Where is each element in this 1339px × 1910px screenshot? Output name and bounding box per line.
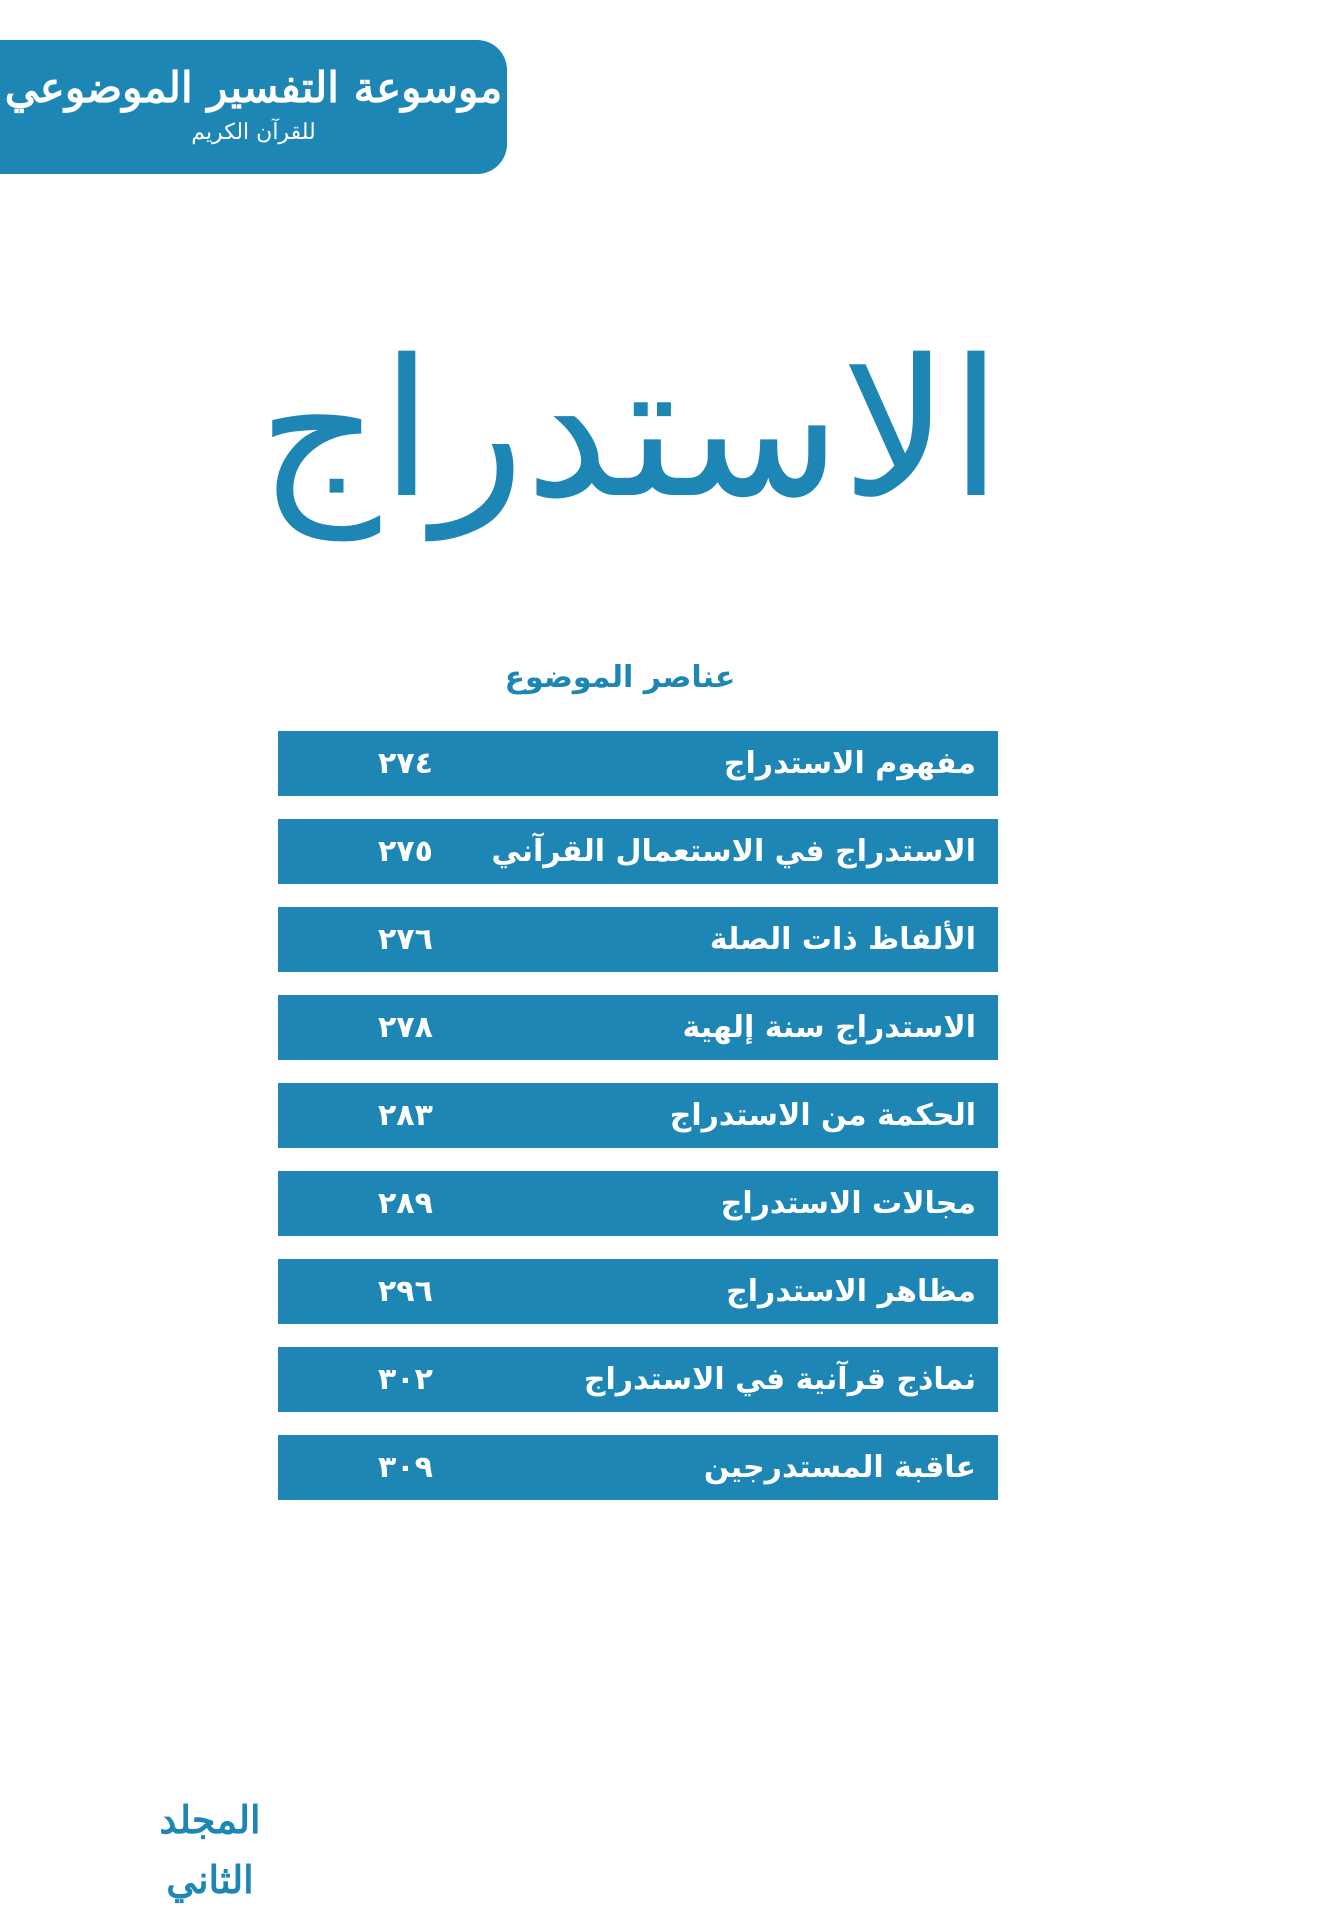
toc-item[interactable] (278, 907, 998, 972)
toc-item[interactable] (278, 819, 998, 884)
toc-item-title: مجالات الاستدراج (720, 1186, 976, 1221)
toc-item-page: ٢٧٨ (378, 1010, 433, 1045)
toc-item-page: ٣٠٢ (378, 1362, 433, 1397)
series-title: موسوعة التفسير الموضوعي (4, 63, 503, 112)
toc-item-title: عاقبة المستدرجين (703, 1450, 976, 1485)
series-badge (0, 40, 507, 174)
toc-item-page: ٢٨٣ (378, 1098, 433, 1133)
toc-item-page: ٣٠٩ (378, 1450, 433, 1485)
toc-item-title: نماذج قرآنية في الاستدراج (583, 1362, 976, 1397)
toc-item-title: مظاهر الاستدراج (726, 1274, 976, 1309)
toc-item[interactable] (278, 1435, 998, 1500)
page-title: الاستدراج (257, 319, 1003, 540)
toc-item[interactable] (278, 731, 998, 796)
toc-item[interactable] (278, 1259, 998, 1324)
toc-item[interactable] (278, 1083, 998, 1148)
toc-item-title: الألفاظ ذات الصلة (709, 922, 976, 957)
toc-item-title: الاستدراج في الاستعمال القرآني (491, 834, 976, 869)
toc-item-page: ٢٧٥ (378, 834, 433, 869)
series-subtitle: للقرآن الكريم (191, 120, 316, 145)
toc-item[interactable] (278, 1171, 998, 1236)
toc-item-title: مفهوم الاستدراج (723, 746, 976, 781)
toc-item[interactable] (278, 1347, 998, 1412)
toc-item-page: ٢٩٦ (378, 1274, 433, 1309)
contents-heading: عناصر الموضوع (504, 660, 736, 695)
toc-item-page: ٢٧٦ (378, 922, 433, 957)
table-of-contents (278, 731, 998, 1523)
toc-item[interactable] (278, 995, 998, 1060)
toc-item-title: الاستدراج سنة إلهية (682, 1010, 976, 1045)
toc-item-page: ٢٨٩ (378, 1186, 433, 1221)
toc-item-page: ٢٧٤ (378, 746, 433, 781)
toc-item-title: الحكمة من الاستدراج (669, 1098, 976, 1133)
volume-label: المجلد الثاني (159, 1797, 261, 1902)
